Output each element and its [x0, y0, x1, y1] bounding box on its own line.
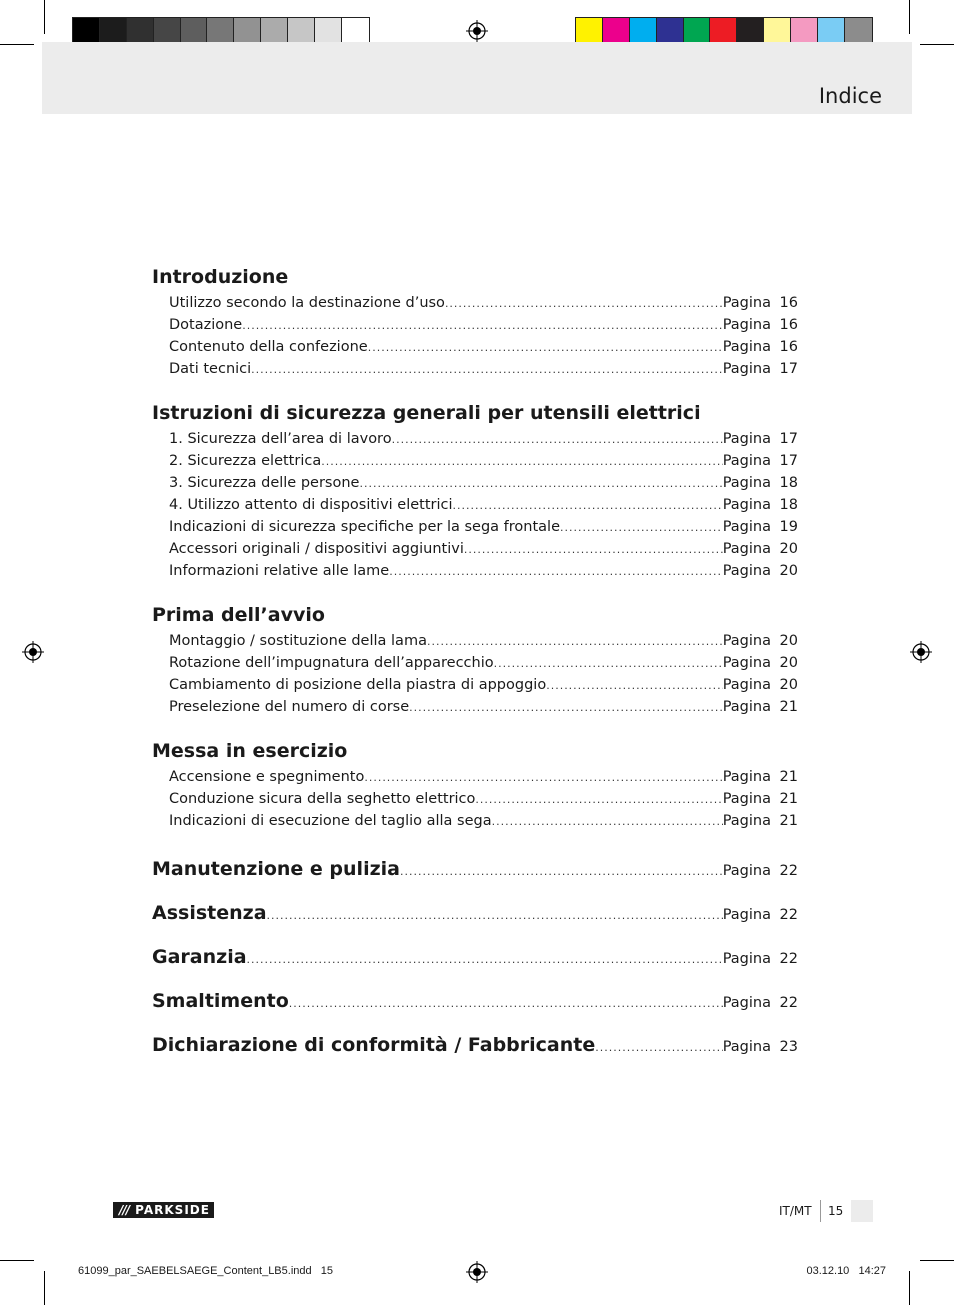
toc-page-number: 20	[779, 541, 798, 557]
toc-section-title: Dichiarazione di conformità / Fabbricante	[152, 1034, 596, 1056]
page-word: Pagina	[722, 677, 771, 693]
toc-entry[interactable]	[152, 810, 798, 832]
toc-page-number: 16	[779, 295, 798, 311]
toc-page-number: 20	[779, 655, 798, 671]
toc-entry[interactable]	[152, 314, 798, 336]
logo-stripes: ///	[119, 1203, 130, 1217]
toc-section-title[interactable]: Prima dell’avvio	[152, 604, 325, 626]
page-word: Pagina	[722, 317, 771, 333]
dot-leader	[251, 359, 723, 381]
page-word: Pagina	[722, 475, 771, 491]
toc-page-number: 18	[779, 497, 798, 513]
dot-leader	[364, 767, 722, 789]
dot-leader	[453, 495, 723, 517]
dot-leader	[242, 315, 722, 337]
toc-page-number: 16	[779, 317, 798, 333]
toc-page-number: 17	[779, 361, 798, 377]
page-word: Pagina	[722, 655, 771, 671]
toc-entry-label: Rotazione dell’impugnatura dell’apparecchio	[169, 655, 494, 671]
page-word: Pagina	[722, 497, 771, 513]
dot-leader	[595, 1041, 722, 1054]
page-word: Pagina	[722, 1039, 771, 1055]
dot-leader	[409, 697, 723, 719]
toc-entry[interactable]	[152, 560, 798, 582]
crop-mark	[0, 1260, 34, 1261]
toc-section	[152, 600, 798, 718]
page-word: Pagina	[722, 791, 771, 807]
toc-page-number: 20	[779, 563, 798, 579]
toc-entry-label: Accensione e spegnimento	[169, 769, 365, 785]
logo-brand: PARKSIDE	[135, 1203, 210, 1217]
toc-entry-label: Utilizzo secondo la destinazione d’uso	[169, 295, 445, 311]
page-word: Pagina	[722, 295, 771, 311]
toc-section	[152, 398, 798, 582]
dot-leader	[359, 473, 722, 495]
toc-section-title[interactable]: Istruzioni di sicurezza generali per utensili elettrici	[152, 402, 701, 424]
toc-page-number: 21	[779, 791, 798, 807]
page-title: Indice	[818, 84, 882, 108]
toc-entry-label: Montaggio / sostituzione della lama	[169, 633, 427, 649]
toc-entry-label: Indicazioni di esecuzione del taglio alla sega	[169, 813, 492, 829]
crop-mark	[0, 44, 34, 45]
dot-leader	[400, 865, 723, 878]
toc-entry[interactable]	[152, 766, 798, 788]
page-word: Pagina	[722, 519, 771, 535]
page-word: Pagina	[722, 453, 771, 469]
toc-entry-label: Informazioni relative alle lame	[169, 563, 390, 579]
page-word: Pagina	[722, 541, 771, 557]
toc-entry-label: 4. Utilizzo attento di dispositivi elettrici	[169, 497, 453, 513]
toc-entry-label: Indicazioni di sicurezza specifiche per la sega frontale	[169, 519, 560, 535]
toc-entry[interactable]	[152, 450, 798, 472]
toc-page-number: 16	[779, 339, 798, 355]
registration-mark-icon	[910, 641, 932, 663]
page-word: Pagina	[722, 863, 771, 879]
toc-section-title: Smaltimento	[152, 990, 289, 1012]
page-word: Pagina	[722, 431, 771, 447]
toc-entry[interactable]	[152, 516, 798, 538]
toc-entry[interactable]	[152, 494, 798, 516]
registration-mark-icon	[22, 641, 44, 663]
toc-page-number: 19	[779, 519, 798, 535]
toc-section-line[interactable]	[152, 1030, 798, 1060]
dot-leader	[321, 451, 722, 473]
dot-leader	[289, 997, 723, 1010]
crop-mark	[44, 1271, 45, 1305]
page-word: Pagina	[722, 699, 771, 715]
footer-divider	[820, 1200, 821, 1222]
toc-entry-label: Dotazione	[169, 317, 243, 333]
footer-tab-box	[851, 1200, 873, 1222]
toc-entry-label: 3. Sicurezza delle persone	[169, 475, 360, 491]
toc-entry[interactable]	[152, 358, 798, 380]
registration-mark-icon	[466, 1261, 488, 1283]
toc-entry-label: Conduzione sicura della seghetto elettrico	[169, 791, 476, 807]
page-word: Pagina	[722, 361, 771, 377]
toc-entry-label: Dati tecnici	[169, 361, 252, 377]
dot-leader	[267, 909, 723, 922]
toc-section-line[interactable]	[152, 854, 798, 884]
toc-entry-label: Preselezione del numero di corse	[169, 699, 410, 715]
dot-leader	[494, 653, 723, 675]
toc-page-number: 21	[779, 813, 798, 829]
toc-entry[interactable]	[152, 538, 798, 560]
toc-entry-label: Accessori originali / dispositivi aggiuntivi	[169, 541, 464, 557]
toc-section-line[interactable]	[152, 986, 798, 1016]
toc-page-number: 21	[779, 699, 798, 715]
toc-entry[interactable]	[152, 674, 798, 696]
page-word: Pagina	[722, 633, 771, 649]
toc-entry[interactable]	[152, 428, 798, 450]
toc-entry-label: Cambiamento di posizione della piastra di appoggio	[169, 677, 547, 693]
crop-mark	[909, 1271, 910, 1305]
footer-page-number: 15	[828, 1204, 844, 1218]
toc-section-title[interactable]: Introduzione	[152, 266, 289, 288]
toc-page-number: 20	[779, 633, 798, 649]
dot-leader	[392, 429, 723, 451]
toc-entry[interactable]	[152, 788, 798, 810]
page-word: Pagina	[722, 563, 771, 579]
page-word: Pagina	[722, 995, 771, 1011]
toc-section	[152, 262, 798, 380]
toc-section-line[interactable]	[152, 898, 798, 928]
footer-language: IT/MT	[779, 1204, 812, 1218]
toc-page-number: 22	[779, 995, 798, 1011]
dot-leader	[464, 539, 723, 561]
dot-leader	[368, 337, 723, 359]
toc-section-line[interactable]	[152, 942, 798, 972]
toc-entry[interactable]	[152, 472, 798, 494]
page-word: Pagina	[722, 769, 771, 785]
toc-section	[152, 736, 798, 832]
toc-entry[interactable]	[152, 292, 798, 314]
toc-entry[interactable]	[152, 630, 798, 652]
dot-leader	[546, 675, 723, 697]
dot-leader	[560, 517, 723, 539]
crop-mark	[920, 1260, 954, 1261]
crop-mark	[44, 0, 45, 34]
toc-section-title: Assistenza	[152, 902, 267, 924]
toc-page-number: 22	[779, 907, 798, 923]
toc-entry-label: 2. Sicurezza elettrica	[169, 453, 322, 469]
dot-leader	[247, 953, 723, 966]
toc-page-number: 23	[779, 1039, 798, 1055]
toc-page-number: 17	[779, 431, 798, 447]
toc-page-number: 18	[779, 475, 798, 491]
slug-date: 03.12.10 14:27	[806, 1265, 886, 1277]
toc-entry-label: Contenuto della confezione	[169, 339, 368, 355]
toc-section-title: Manutenzione e pulizia	[152, 858, 400, 880]
toc-page-number: 20	[779, 677, 798, 693]
slug-filename: 61099_par_SAEBELSAEGE_Content_LB5.indd 15	[78, 1265, 334, 1277]
toc-entry-label: 1. Sicurezza dell’area di lavoro	[169, 431, 392, 447]
page-word: Pagina	[722, 339, 771, 355]
table-of-contents	[152, 262, 798, 1060]
toc-page-number: 17	[779, 453, 798, 469]
dot-leader	[445, 293, 723, 315]
page-word: Pagina	[722, 813, 771, 829]
toc-entry[interactable]	[152, 336, 798, 358]
header-band	[42, 42, 912, 114]
page-word: Pagina	[722, 951, 771, 967]
toc-page-number: 21	[779, 769, 798, 785]
crop-mark	[909, 0, 910, 34]
parkside-logo	[113, 1202, 214, 1218]
page-word: Pagina	[722, 907, 771, 923]
dot-leader	[475, 789, 722, 811]
toc-entry[interactable]	[152, 696, 798, 718]
toc-entry[interactable]	[152, 652, 798, 674]
toc-page-number: 22	[779, 951, 798, 967]
crop-mark	[920, 44, 954, 45]
registration-mark-icon	[466, 20, 488, 42]
dot-leader	[427, 631, 723, 653]
toc-section-title: Garanzia	[152, 946, 247, 968]
dot-leader	[389, 561, 722, 583]
dot-leader	[492, 811, 723, 833]
toc-page-number: 22	[779, 863, 798, 879]
toc-section-title[interactable]: Messa in esercizio	[152, 740, 348, 762]
